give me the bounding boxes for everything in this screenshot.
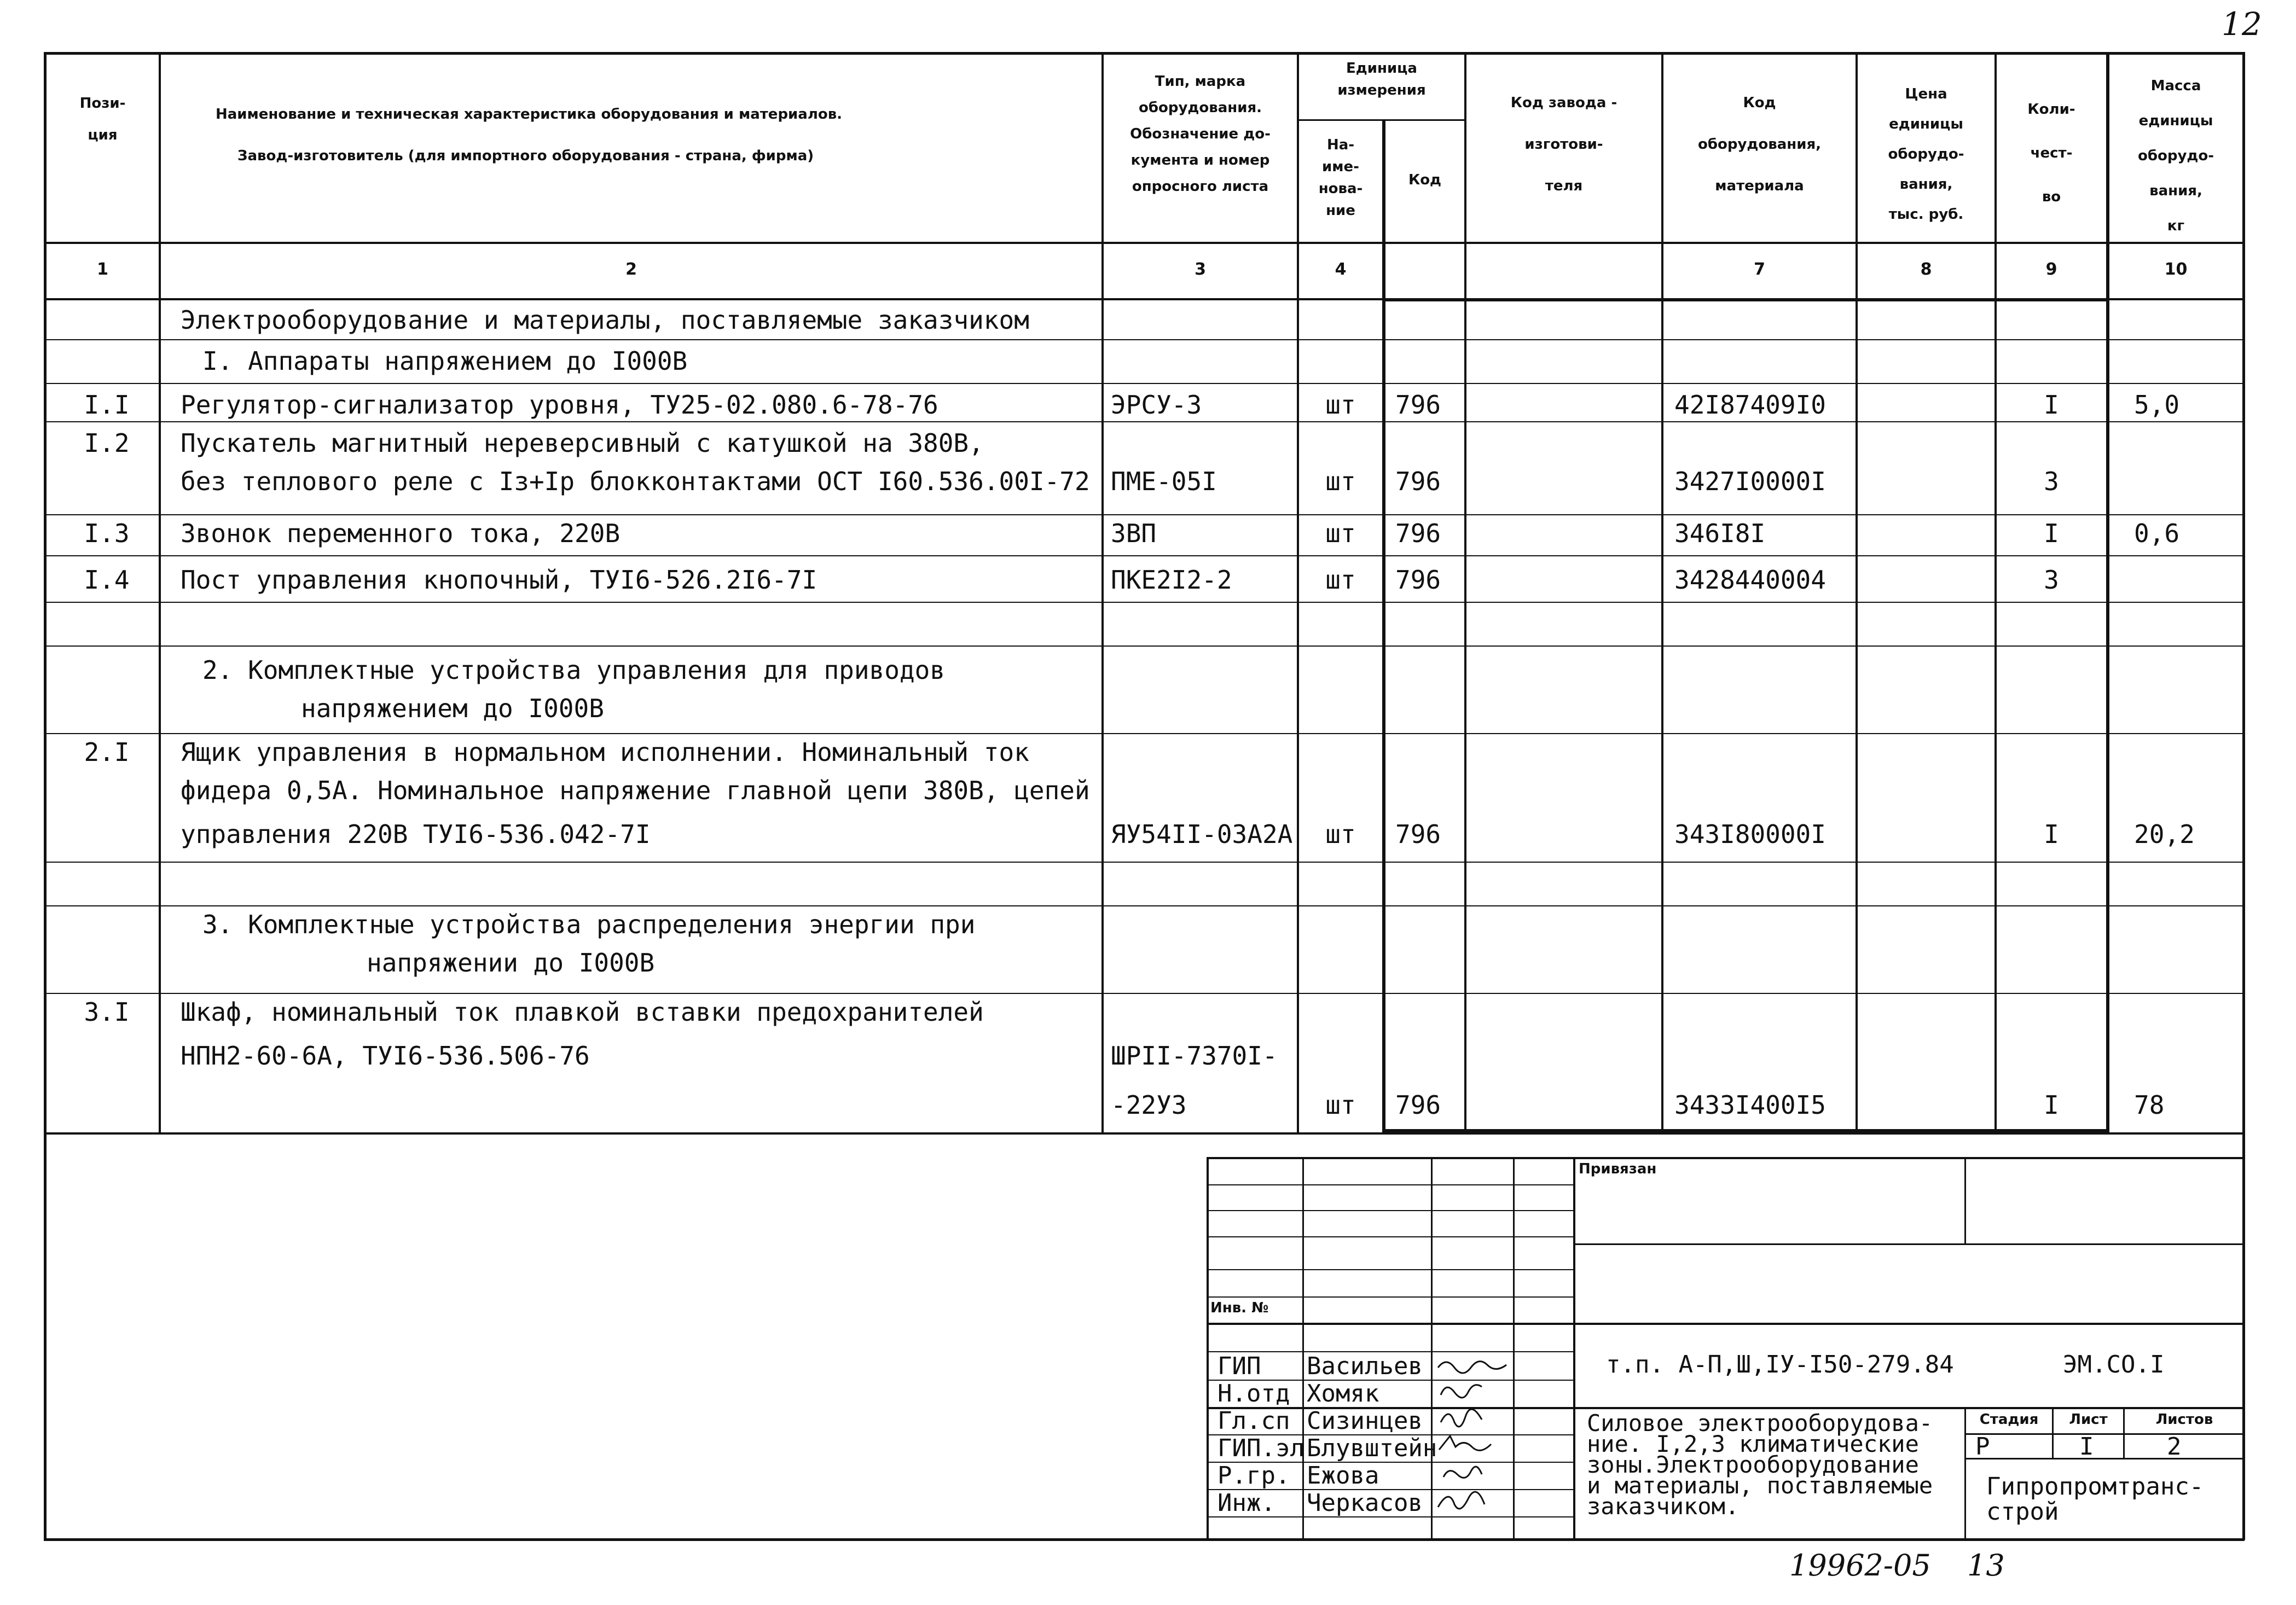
organization: Гипропромтранс- строй: [1986, 1473, 2204, 1526]
name-vasiliev: Васильев: [1307, 1352, 1423, 1380]
row-15-name: 3. Комплектные устройства распределения энергии при: [202, 910, 976, 939]
role-gip: ГИП: [1217, 1352, 1261, 1380]
row-16-name: напряжении до I000В: [367, 948, 655, 978]
row-4-name: Пускатель магнитный нереверсивный с катушкой на 380В,: [181, 428, 984, 458]
name-bluvshtein: Блувштейн: [1307, 1434, 1437, 1462]
signature-mark: [1441, 1409, 1482, 1427]
row-13-qty: I: [2044, 819, 2059, 849]
row-divider: [44, 339, 2245, 340]
row-17-name: Шкаф, номинальный ток плавкой вставки предохранителей: [181, 997, 984, 1027]
row-3-unit: шт: [1325, 390, 1356, 420]
row-7-qty: 3: [2044, 565, 2059, 595]
sheet-label: Лист: [2069, 1411, 2108, 1428]
row-19-eq-code: 3433I400I5: [1674, 1090, 1826, 1120]
name-sizintsev: Сизинцев: [1307, 1407, 1423, 1435]
row-2-name: I. Аппараты напряжением до I000В: [202, 346, 688, 376]
header-type: Тип, марка оборудования. Обозначение до- кумента и номер опросного листа: [1130, 73, 1271, 195]
col-number: 7: [1754, 260, 1765, 279]
row-divider: [44, 421, 2245, 422]
signature-mark: [1439, 1436, 1491, 1450]
row-divider: [44, 905, 2245, 906]
inventory-label: Инв. №: [1210, 1300, 1269, 1316]
row-7-unit: шт: [1325, 565, 1356, 595]
header-equipment-code: Код оборудования, материала: [1697, 95, 1822, 194]
row-6-pos: I.3: [84, 519, 130, 548]
row-divider: [44, 993, 2245, 994]
role-gip-el: ГИП.эл: [1217, 1434, 1304, 1462]
row-divider: [44, 383, 2245, 384]
row-5-unit: шт: [1325, 467, 1356, 496]
name-khomyak: Хомяк: [1307, 1380, 1379, 1408]
row-divider: [44, 733, 2245, 734]
document-description: Силовое электрооборудова- ние. I,2,3 климатические зоны.Электрооборудование и материалы, поставляемые заказчиком.: [1587, 1410, 1933, 1520]
col-number: 8: [1920, 260, 1932, 279]
row-3-pos: I.I: [84, 390, 130, 420]
row-3-code: 796: [1395, 390, 1441, 420]
row-19-code: 796: [1395, 1090, 1441, 1120]
header-unit-code: Код: [1408, 172, 1442, 188]
document-code: ЭМ.СО.I: [2063, 1351, 2165, 1379]
row-19-qty: I: [2044, 1090, 2059, 1120]
row-19-mass: 78: [2134, 1090, 2165, 1120]
role-engineer: Инж.: [1217, 1489, 1275, 1517]
sheet-value: I: [2079, 1433, 2094, 1461]
header-price: Цена единицы оборудо- вания, тыс. руб.: [1888, 86, 1964, 223]
header-maker-code: Код завода - изготови- теля: [1510, 95, 1617, 194]
row-10-name: напряжением до I000В: [301, 694, 604, 723]
row-9-name: 2. Комплектные устройства управления для приводов: [202, 655, 946, 685]
row-6-type: ЗВП: [1111, 519, 1157, 548]
row-13-mass: 20,2: [2134, 819, 2195, 849]
header-mass: Масса единицы оборудо- вания, кг: [2137, 78, 2214, 234]
row-divider: [44, 514, 2245, 515]
row-divider: [44, 646, 2245, 647]
role-group-lead: Р.гр.: [1217, 1462, 1290, 1490]
header-name: Наименование и техническая характеристика оборудования и материалов. Завод-изготовитель (для импортного оборудования - страна, фирма): [216, 106, 843, 164]
row-7-pos: I.4: [84, 565, 130, 595]
signature-mark: [1443, 1467, 1482, 1478]
row-1-name: Электрооборудование и материалы, поставляемые заказчиком: [181, 305, 1029, 335]
row-5-name: без теплового реле с Iз+Iр блокконтактами ОСТ I60.536.00I-72: [181, 467, 1090, 496]
row-13-unit: шт: [1325, 819, 1356, 849]
stage-value: Р: [1975, 1433, 1990, 1461]
row-divider: [44, 862, 2245, 863]
row-7-eq-code: 3428440004: [1674, 565, 1826, 595]
footer-page: 13: [1967, 1548, 2005, 1583]
col-number: 9: [2045, 260, 2057, 279]
sheets-label: Листов: [2155, 1411, 2213, 1428]
role-head-dept: Н.отд: [1217, 1380, 1290, 1408]
col-number: 1: [97, 260, 108, 279]
col-number: 4: [1335, 260, 1347, 279]
row-7-type: ПКЕ2I2-2: [1111, 565, 1232, 595]
row-11-pos: 2.I: [84, 737, 130, 767]
row-6-eq-code: 346I8I: [1674, 519, 1766, 548]
row-3-qty: I: [2044, 390, 2059, 420]
header-unit-name: На- име- нова- ние: [1318, 137, 1363, 219]
privyazan-label: Привязан: [1579, 1161, 1657, 1177]
row-13-type: ЯУ54II-03А2А: [1111, 819, 1293, 849]
row-5-eq-code: 3427I0000I: [1674, 467, 1826, 496]
sheets-value: 2: [2167, 1433, 2182, 1461]
row-3-name: Регулятор-сигнализатор уровня, ТУ25-02.080.6-78-76: [181, 390, 938, 420]
row-6-qty: I: [2044, 519, 2059, 548]
col-number: 2: [625, 260, 637, 279]
page-number: 12: [2222, 5, 2262, 43]
signature-mark: [1438, 1362, 1506, 1373]
row-5-type: ПМЕ-05I: [1111, 467, 1217, 496]
row-5-code: 796: [1395, 467, 1441, 496]
row-divider: [44, 555, 2245, 556]
row-12-name: фидера 0,5А. Номинальное напряжение главной цепи 380В, цепей: [181, 776, 1090, 805]
stage-label: Стадия: [1979, 1411, 2039, 1428]
row-3-type: ЭРСУ-3: [1111, 390, 1202, 420]
row-7-code: 796: [1395, 565, 1441, 595]
col-number: 10: [2164, 260, 2188, 279]
row-13-code: 796: [1395, 819, 1441, 849]
row-4-pos: I.2: [84, 428, 130, 458]
row-18-type: ШРII-7370I-: [1111, 1041, 1278, 1071]
row-3-eq-code: 42I87409I0: [1674, 390, 1826, 420]
role-chief-spec: Гл.сп: [1217, 1407, 1290, 1435]
header-position: Пози- ция: [79, 95, 126, 143]
row-19-unit: шт: [1325, 1090, 1356, 1120]
row-5-qty: 3: [2044, 467, 2059, 496]
signature-mark: [1441, 1385, 1482, 1398]
row-6-code: 796: [1395, 519, 1441, 548]
row-17-pos: 3.I: [84, 997, 130, 1027]
col-number: 3: [1195, 260, 1206, 279]
row-6-name: Звонок переменного тока, 220В: [181, 519, 621, 548]
row-11-name: Ящик управления в нормальном исполнении. Номинальный ток: [181, 737, 1029, 767]
row-13-name: управления 220В ТУI6-536.042-7I: [181, 819, 651, 849]
project-code: т.п. А-П,Ш,IУ-I50-279.84: [1606, 1351, 1954, 1379]
row-divider: [44, 602, 2245, 603]
header-quantity: Коли- чест- во: [2027, 101, 2075, 205]
row-13-eq-code: 343I80000I: [1674, 819, 1826, 849]
row-3-mass: 5,0: [2134, 390, 2180, 420]
row-6-mass: 0,6: [2134, 519, 2180, 548]
header-unit-group: Единица измерения: [1337, 60, 1426, 98]
signature-mark: [1438, 1492, 1485, 1509]
row-6-unit: шт: [1325, 519, 1356, 548]
row-19-type: -22У3: [1111, 1090, 1187, 1120]
name-ezhova: Ежова: [1307, 1462, 1379, 1490]
row-18-name: НПН2-60-6А, ТУI6-536.506-76: [181, 1041, 590, 1071]
signatures: [1433, 1351, 1515, 1515]
row-7-name: Пост управления кнопочный, ТУI6-526.2I6-7I: [181, 565, 817, 595]
archive-number: 19962-05: [1789, 1548, 1931, 1583]
name-cherkasov: Черкасов: [1307, 1489, 1423, 1517]
